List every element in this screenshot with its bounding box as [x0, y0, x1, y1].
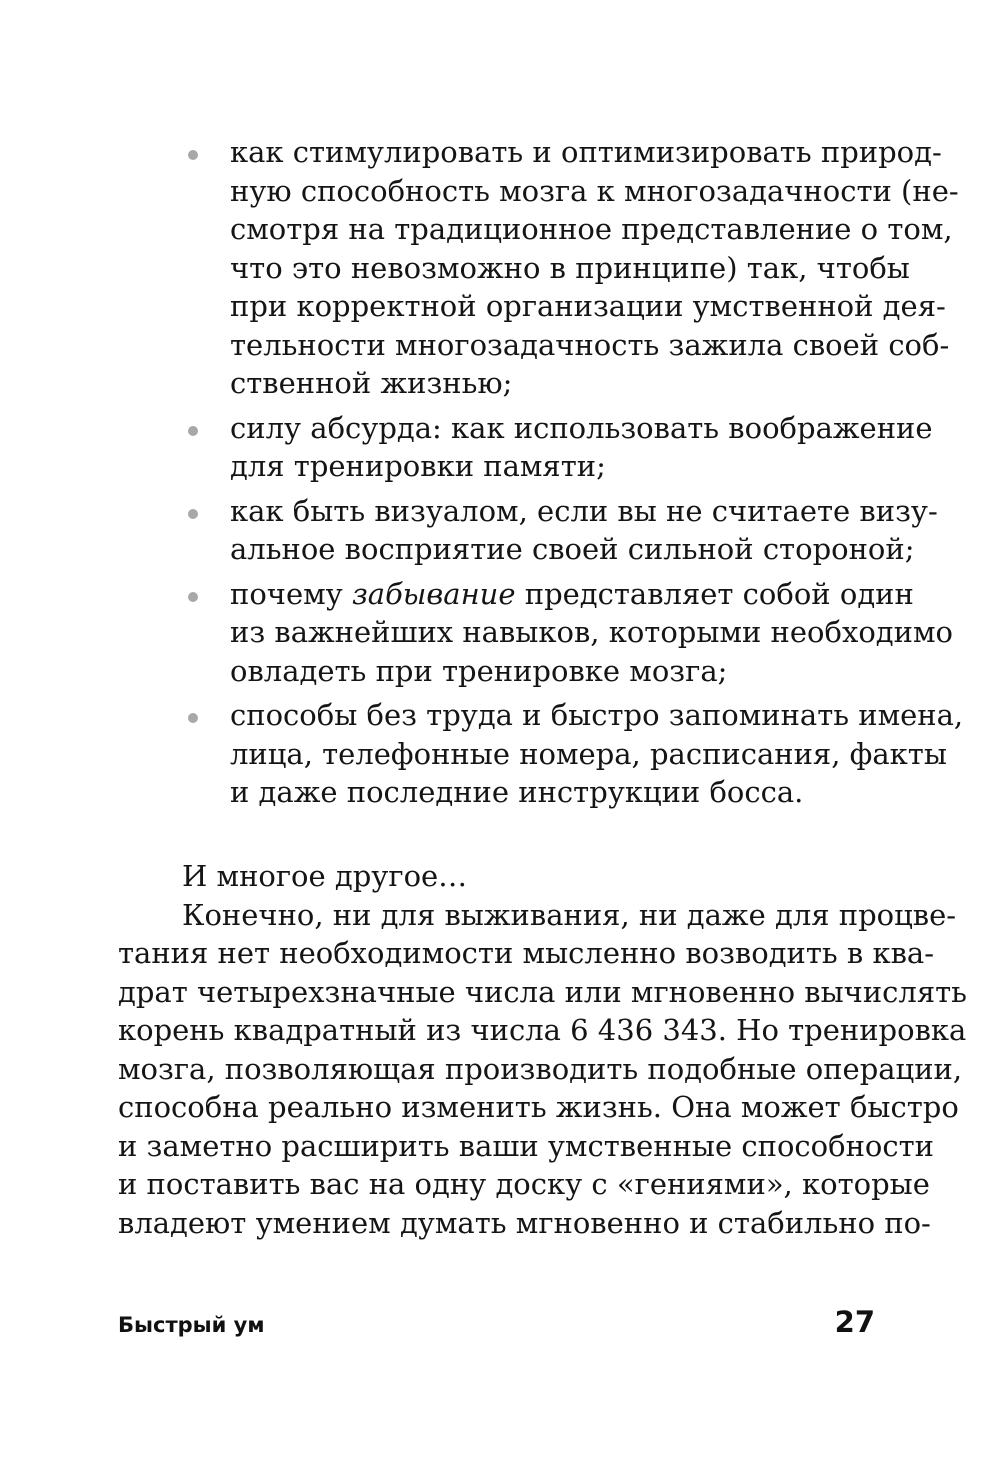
text-line: как стимулировать и оптимизировать природ- — [230, 135, 942, 169]
bullet-icon — [188, 509, 198, 519]
text-line: смотря на традиционное представление о том, — [230, 212, 953, 246]
page-number: 27 — [834, 1305, 875, 1339]
text-line: способна реально изменить жизнь. Она может быстро — [118, 1090, 959, 1124]
list-item — [180, 133, 959, 403]
text-line: при корректной организации умственной дея- — [230, 289, 946, 323]
text-line: драт четырехзначные числа или мгновенно вычислять — [118, 974, 967, 1009]
bullet-list — [180, 133, 964, 818]
text-line: тельности многозадачность зажила своей соб- — [230, 327, 950, 362]
text-line: из важнейших навыков, которыми необходимо — [230, 615, 953, 649]
text-line — [230, 575, 914, 614]
text-line: силу абсурда: как использовать воображение — [230, 410, 933, 445]
text-line: мозга, позволяющая производить подобные операции, — [118, 1051, 963, 1086]
text-line: ственной жизнью; — [230, 366, 513, 400]
text-line: и поставить вас на одну доску с «гениями», которые — [118, 1167, 930, 1201]
text-line: и даже последние инструкции босса. — [230, 775, 804, 809]
running-footer-title: Быстрый ум — [118, 1313, 265, 1337]
bullet-icon — [188, 713, 198, 723]
text-line: для тренировки памяти; — [230, 449, 606, 483]
intro-line: И многое другое… — [182, 859, 468, 893]
text-line: лица, телефонные номера, расписания, факты — [230, 736, 947, 771]
text-line: корень квадратный из числа 6 436 343. Но тренировка — [118, 1013, 967, 1047]
text-line: что это невозможно в принципе) так, чтобы — [230, 250, 910, 285]
list-item — [180, 575, 953, 691]
body-text — [118, 857, 967, 1242]
text-line: альное восприятие своей сильной стороной; — [230, 532, 915, 566]
text-fragment: почему — [230, 576, 352, 611]
bullet-icon — [188, 592, 198, 602]
text-line: как быть визуалом, если вы не считаете визу- — [230, 493, 938, 528]
text-fragment: представляет собой один — [515, 576, 914, 611]
text-line: Конечно, ни для выживания, ни даже для процве- — [182, 897, 957, 932]
list-item — [180, 492, 938, 569]
bullet-icon — [188, 150, 198, 160]
list-item — [180, 696, 964, 812]
text-line: ную способность мозга к многозадачности (не- — [230, 173, 959, 208]
italic-term: забывание — [351, 576, 516, 611]
text-line: способы без труда и быстро запоминать имена, — [230, 698, 964, 732]
list-item — [180, 409, 933, 486]
text-line: овладеть при тренировке мозга; — [230, 653, 728, 688]
bullet-icon — [188, 426, 198, 436]
text-line: и заметно расширить ваши умственные способности — [118, 1128, 934, 1163]
text-line: тания нет необходимости мысленно возводить в ква- — [118, 936, 935, 970]
text-line: владеют умением думать мгновенно и стабильно по- — [118, 1205, 931, 1240]
